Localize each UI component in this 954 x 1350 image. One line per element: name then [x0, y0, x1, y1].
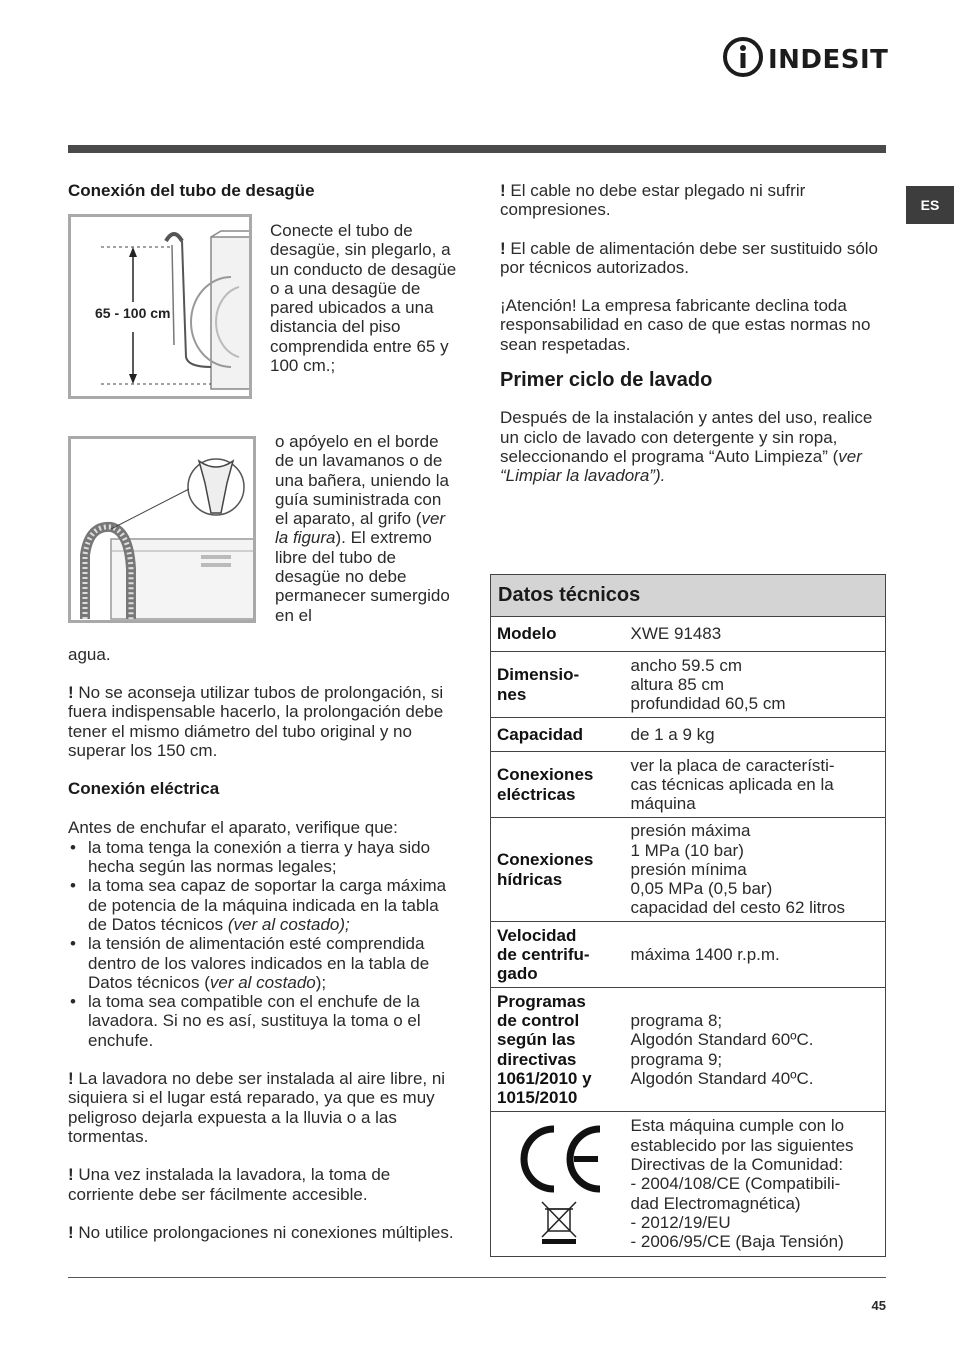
fig2-text-tail: agua.: [68, 645, 111, 664]
table-row: [491, 818, 886, 922]
indesit-logo-icon: [722, 36, 764, 78]
table-row: [491, 652, 886, 718]
drain-fig1-text: Conecte el tubo de desagüe, sin plegarlo, a un conducto de desagüe o a una desagüe de pared ubicados a una distancia del piso comprendida entre 65 y 100 cm.;: [270, 221, 457, 376]
checklist-item-italic: (ver al costado);: [227, 914, 350, 934]
table-row: [491, 718, 886, 752]
ce-compliance-text: Esta máquina cumple con lo establecido por las siguientes Directivas de la Comunidad: - 2004/108/CE (Compatibili- dad Electromagnética) - 2012/19/EU - 2006/95/CE (Baja Tensión): [625, 1112, 886, 1257]
checklist-item-tail: );: [315, 972, 327, 992]
row-value: máxima 1400 r.p.m.: [625, 922, 886, 988]
row-label: Dimensio- nes: [491, 652, 625, 718]
warning-cable-bend: [500, 181, 886, 220]
tech-data-table: [490, 574, 886, 1257]
row-value: presión máxima 1 MPa (10 bar) presión mínima 0,05 MPa (0,5 bar) capacidad del cesto 62 litros: [625, 818, 886, 922]
row-value: XWE 91483: [625, 617, 886, 652]
left-column-top: [68, 181, 458, 200]
checklist-item-italic: ver al costado: [209, 972, 316, 992]
indesit-logo: [722, 36, 888, 86]
right-column: [500, 181, 886, 505]
table-row: [491, 988, 886, 1112]
first-cycle-text: [500, 408, 886, 485]
checklist-item: • la toma sea capaz de soportar la carga máxima de potencia de la máquina indicada en la tabla de Datos técnicos (ver al costado);: [70, 876, 447, 934]
warning-access-text: Una vez instalada la lavadora, la toma de corriente debe ser fácilmente accesible.: [68, 1165, 391, 1204]
brand-name: INDESIT: [768, 45, 889, 75]
table-row: [491, 1112, 886, 1257]
drain-section-title: Conexión del tubo de desagüe: [68, 181, 315, 200]
first-cycle-title: Primer ciclo de lavado: [500, 369, 713, 392]
checklist-item-text: la toma tenga la conexión a tierra y haya sido hecha según las normas legales;: [88, 837, 431, 877]
warning-mark: !: [500, 238, 506, 258]
electrical-section-title: Conexión eléctrica: [68, 779, 220, 799]
language-tab: ES: [906, 186, 954, 224]
warning-mark: !: [68, 1069, 74, 1089]
warning-multiple-text: No utilice prolongaciones ni conexiones múltiples.: [78, 1222, 454, 1242]
warning-extension: [68, 683, 460, 760]
warning-multiple: [68, 1223, 460, 1242]
table-row: [491, 922, 886, 988]
warning-mark: !: [68, 1222, 74, 1242]
sink-hook-figure: [68, 436, 256, 623]
warning-cable-bend-text: El cable no debe estar plegado ni sufrir compresiones.: [500, 181, 806, 220]
row-label: Capacidad: [491, 718, 625, 752]
row-value: ancho 59.5 cm altura 85 cm profundidad 60,5 cm: [625, 652, 886, 718]
warning-access: [68, 1165, 460, 1204]
warning-outdoor: [68, 1069, 460, 1146]
electrical-checklist: [68, 838, 460, 1050]
warning-mark: !: [68, 1165, 74, 1185]
table-row: [491, 752, 886, 818]
checklist-item: • la toma sea compatible con el enchufe de la lavadora. Si no es así, sustituya la toma o el enchufe.: [70, 992, 421, 1050]
weee-bin-icon: [542, 1202, 576, 1244]
warning-cable-replace: [500, 239, 886, 278]
ce-mark-icon: [508, 1117, 608, 1247]
warning-outdoor-text: La lavadora no debe ser instalada al aire libre, ni siquiera si el lugar está reparado, ya que es muy peligroso dejarla expuesta a la lluvia o a las tormentas.: [68, 1069, 446, 1146]
first-cycle-italic: ver “Limpiar la lavadora”).: [500, 446, 862, 486]
drain-fig2-text: [275, 432, 458, 625]
drain-height-label: 65 - 100 cm: [95, 305, 171, 321]
checklist-item-text: la tensión de alimentación esté comprendida dentro de los valores indicados en la tabla de Datos técnicos (: [88, 934, 430, 992]
checklist-item: • la tensión de alimentación esté comprendida dentro de los valores indicados en la tabla de Datos técnicos (ver al costado);: [70, 934, 430, 992]
warning-mark: !: [500, 181, 506, 200]
fig2-text-italic: ver la figura: [275, 509, 446, 548]
table-row: [491, 617, 886, 652]
checklist-item-text: la toma sea compatible con el enchufe de la lavadora. Si no es así, sustituya la toma o el enchufe.: [88, 992, 421, 1050]
row-value: programa 8; Algodón Standard 60ºC. programa 9; Algodón Standard 40ºC.: [625, 988, 886, 1112]
row-label: Conexiones hídricas: [491, 818, 625, 922]
attention-notice: ¡Atención! La empresa fabricante declina toda responsabilidad en caso de que estas normas no sean respetadas.: [500, 296, 871, 354]
row-label: Modelo: [491, 617, 625, 652]
row-label: Conexiones eléctricas: [491, 752, 625, 818]
row-label: Velocidad de centrifu- gado: [491, 922, 625, 988]
checklist-item-text: la toma sea capaz de soportar la carga máxima de potencia de la máquina indicada en la tabla de Datos técnicos: [88, 876, 447, 934]
left-column-lower: [68, 683, 460, 1261]
footer-rule: [68, 1277, 886, 1278]
first-cycle-body: Después de la instalación y antes del uso, realice un ciclo de lavado con detergente y sin ropa, seleccionando el programa “Auto Limpieza” (: [500, 408, 873, 466]
header-rule: [68, 145, 886, 153]
warning-cable-replace-text: El cable de alimentación debe ser sustituido sólo por técnicos autorizados.: [500, 238, 879, 277]
warning-extension-text: No se aconseja utilizar tubos de prolongación, si fuera indispensable hacerlo, la prolongación debe tener el mismo diámetro del tubo original y no superar los 150 cm.: [68, 683, 444, 760]
warning-mark: !: [68, 683, 74, 702]
fig2-text-a: o apóyelo en el borde de un lavamanos o de una bañera, uniendo la guía suministrada con el aparato, al grifo (: [275, 432, 449, 529]
tech-data-title: Datos técnicos: [491, 575, 886, 617]
fig2-text-b: ). El extremo libre del tubo de desagüe no debe permanecer sumergido en el: [275, 528, 450, 625]
row-label: Programas de control según las directivas 1061/2010 y 1015/2010: [491, 988, 625, 1112]
drain-height-figure: [68, 214, 252, 399]
ce-marks-cell: [491, 1112, 625, 1257]
row-value: de 1 a 9 kg: [625, 718, 886, 752]
page-number: 45: [871, 1298, 886, 1313]
electrical-intro: Antes de enchufar el aparato, verifique que:: [68, 818, 398, 838]
checklist-item: • la toma tenga la conexión a tierra y haya sido hecha según las normas legales;: [70, 837, 431, 877]
row-value: ver la placa de característi- cas técnicas aplicada en la máquina: [625, 752, 886, 818]
